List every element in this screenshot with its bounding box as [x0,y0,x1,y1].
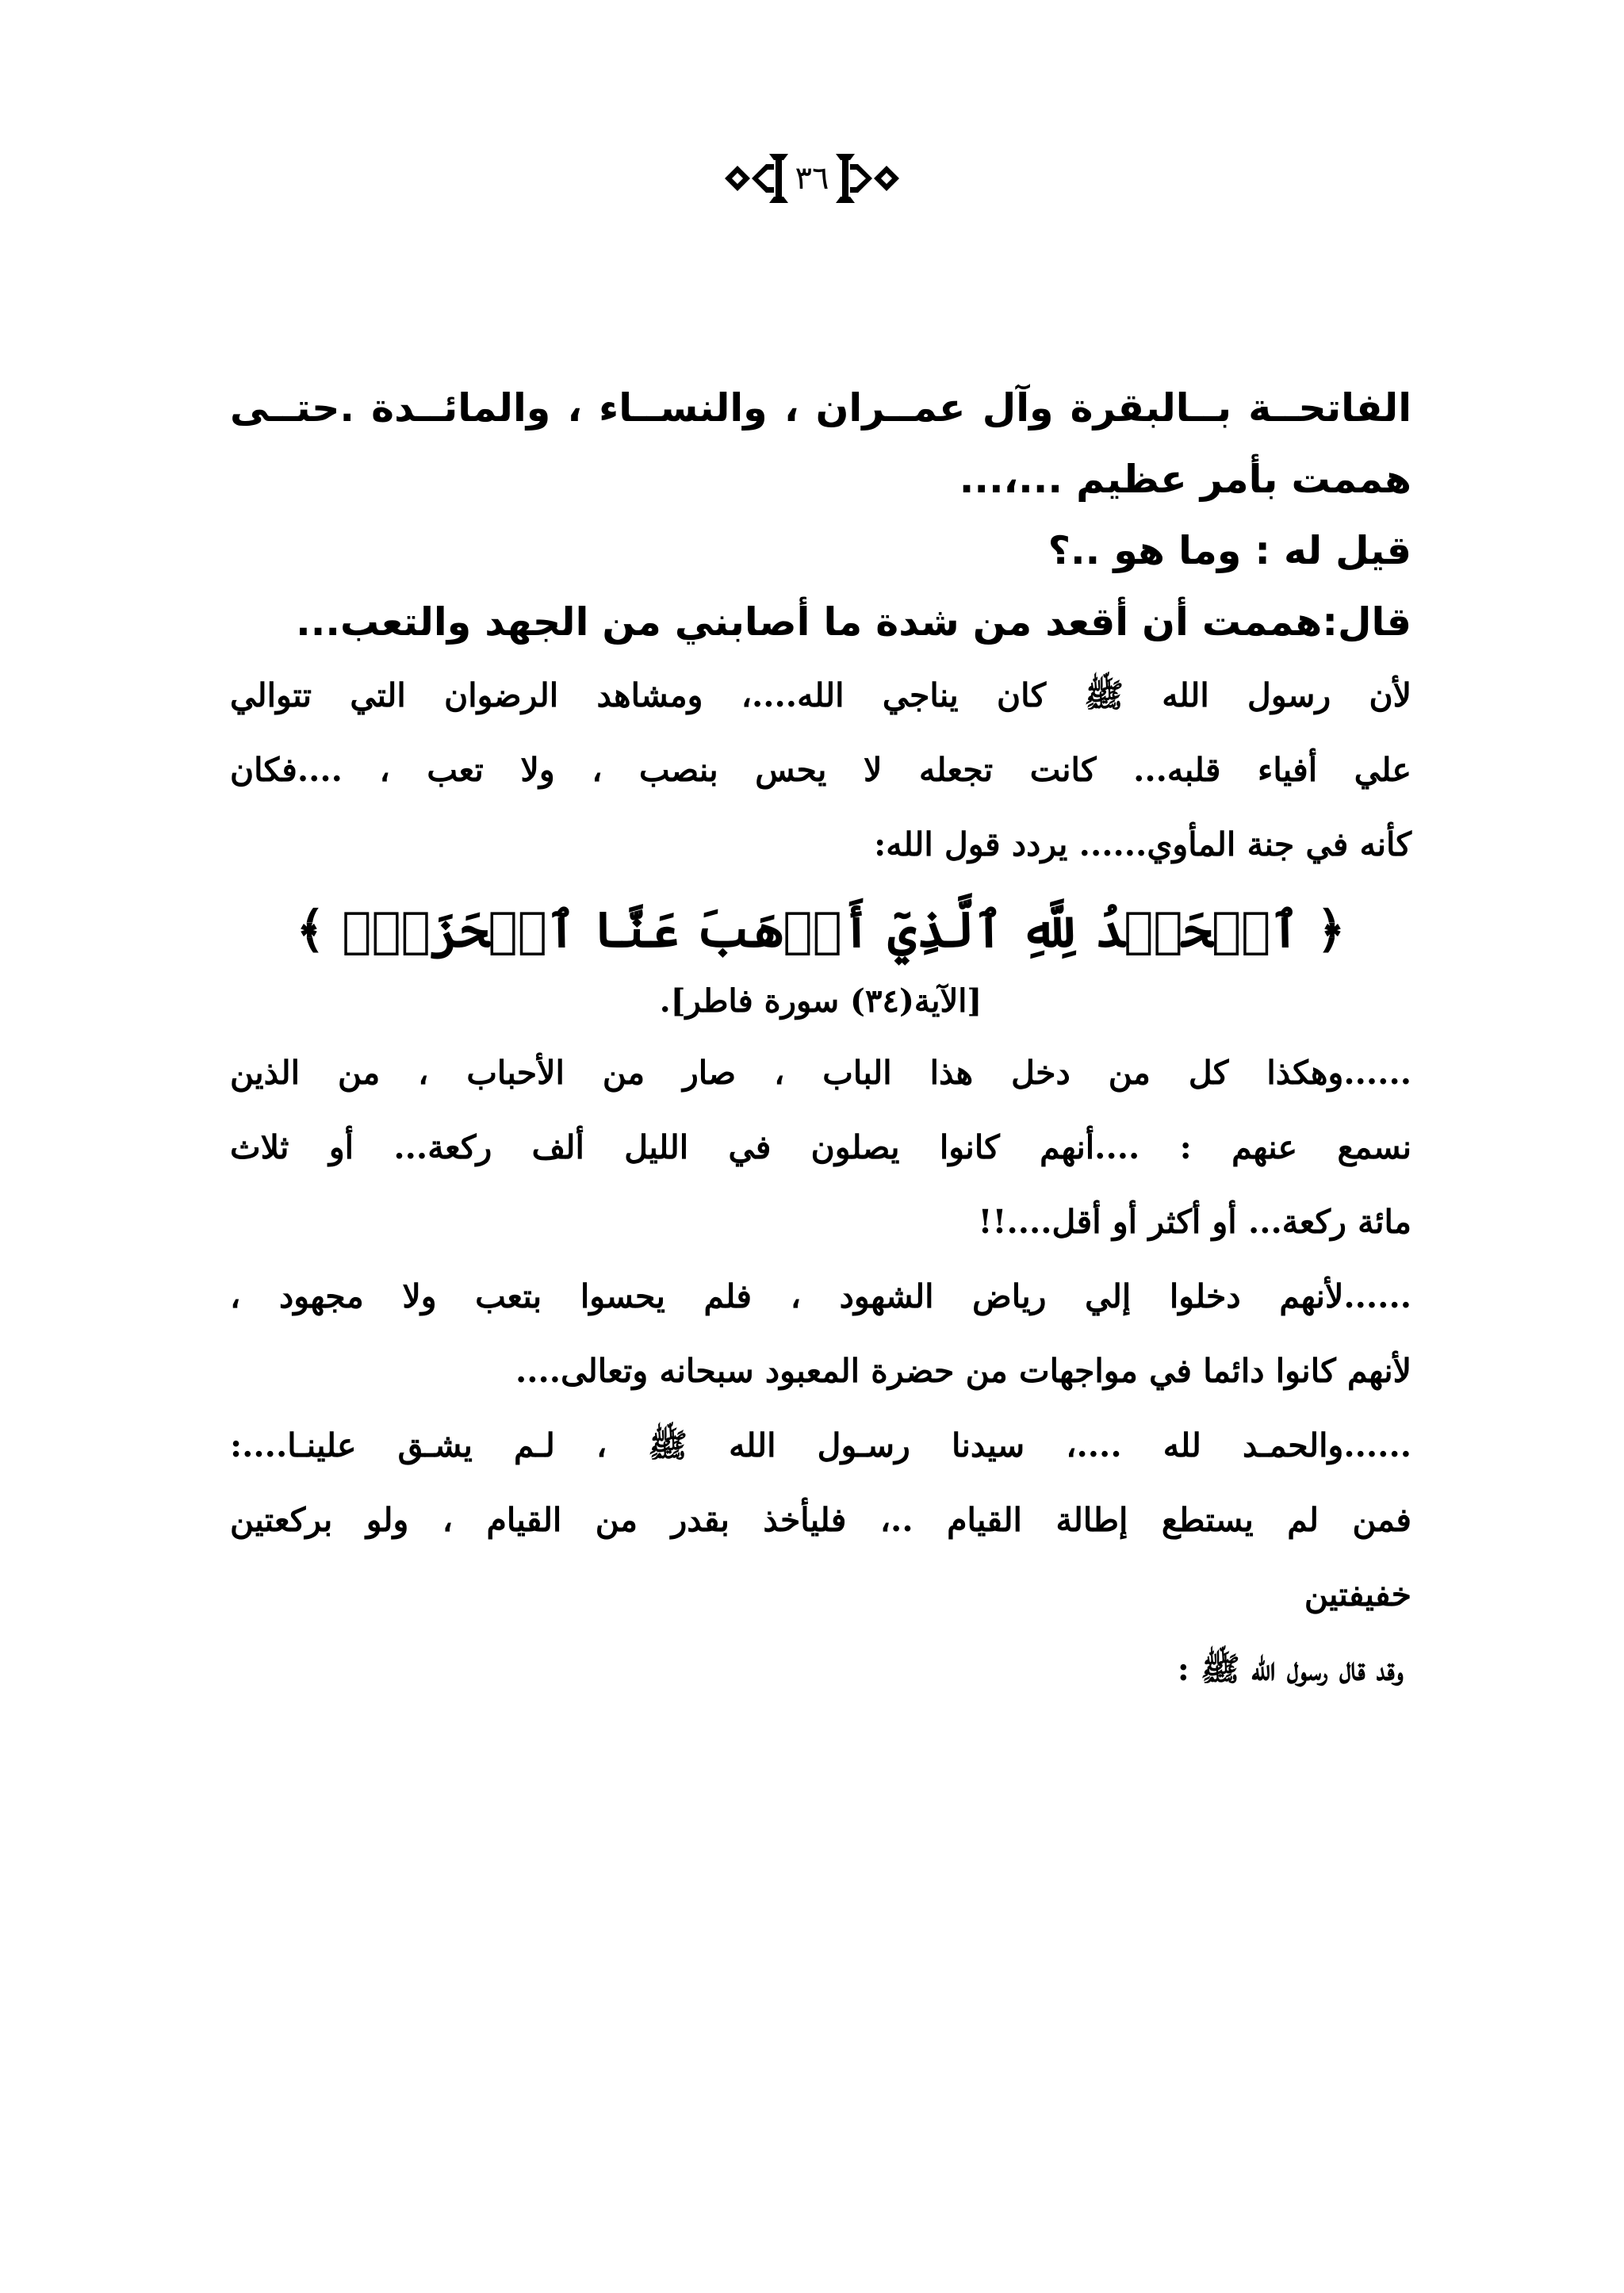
verse-reference: [الآية(٣٤) سورة فاطر]. [659,982,982,1020]
bracket-right-icon [836,154,872,203]
page-body [230,373,1411,1706]
text-line: قال:هممت أن أقعد من شدة ما أصابني من الجهد والتعب... [296,599,1411,645]
text-line: نسمع عنهم : ....أنهم كانوا يصلون في الليل ألف ركعة... أو ثلاث [230,1128,1411,1166]
page-number-frame [717,143,907,214]
page-number: ٣٦ [795,160,829,197]
text-line: لأنهم كانوا دائما في مواجهات من حضرة المعبود سبحانه وتعالى.... [515,1352,1411,1390]
bracket-left-icon [752,154,788,203]
diamond-ornament-icon [725,166,750,191]
quran-verse: ﴿ ٱلۡحَمۡدُ لِلَّهِ ٱلَّذِيٓ أَذۡهَبَ عَنَّا ٱلۡحَزَنَۖ ﴾ [296,901,1346,959]
text-line: لأن رسول الله ﷺ كان يناجي الله....، ومشاهد الرضوان التي تتوالي [230,676,1411,714]
text-line: خفيفتين [1304,1575,1411,1614]
text-line: ......وهكذا كل من دخل هذا الباب ، صار من الأحباب ، من الذين [230,1054,1411,1092]
text-line: مائة ركعة... أو أكثر أو أقل....!! [978,1203,1411,1241]
diamond-ornament-icon [874,166,899,191]
text-line: علي أفياء قلبه... كانت تجعله لا يحس بنصب ، ولا تعب ، ....فكان [230,751,1411,789]
text-line: كأنه في جنة المأوي...... يردد قول الله: [874,825,1411,863]
text-line: الفاتحــة بــالبقرة وآل عمــران ، والنســاء ، والمائــدة .حتــى [230,385,1411,431]
page-header [0,143,1624,214]
text-line: ......والحمـد لله ....، سيدنا رسـول الله ﷺ ، لـم يشـق علينـا....: [230,1426,1411,1464]
text-line: هممت بأمر عظيم ...،... [959,457,1411,502]
text-line: وقد قال رسول الله ﷺ : [1177,1650,1404,1688]
text-line: ......لأنهم دخلوا إلي رياض الشهود ، فلم يحسوا بتعب ولا مجهود ، [230,1277,1411,1315]
text-line: قيل له : وما هو ..؟ [1048,528,1411,573]
text-line: فمن لم يستطع إطالة القيام ..، فليأخذ بقدر من القيام ، ولو بركعتين [230,1501,1411,1539]
